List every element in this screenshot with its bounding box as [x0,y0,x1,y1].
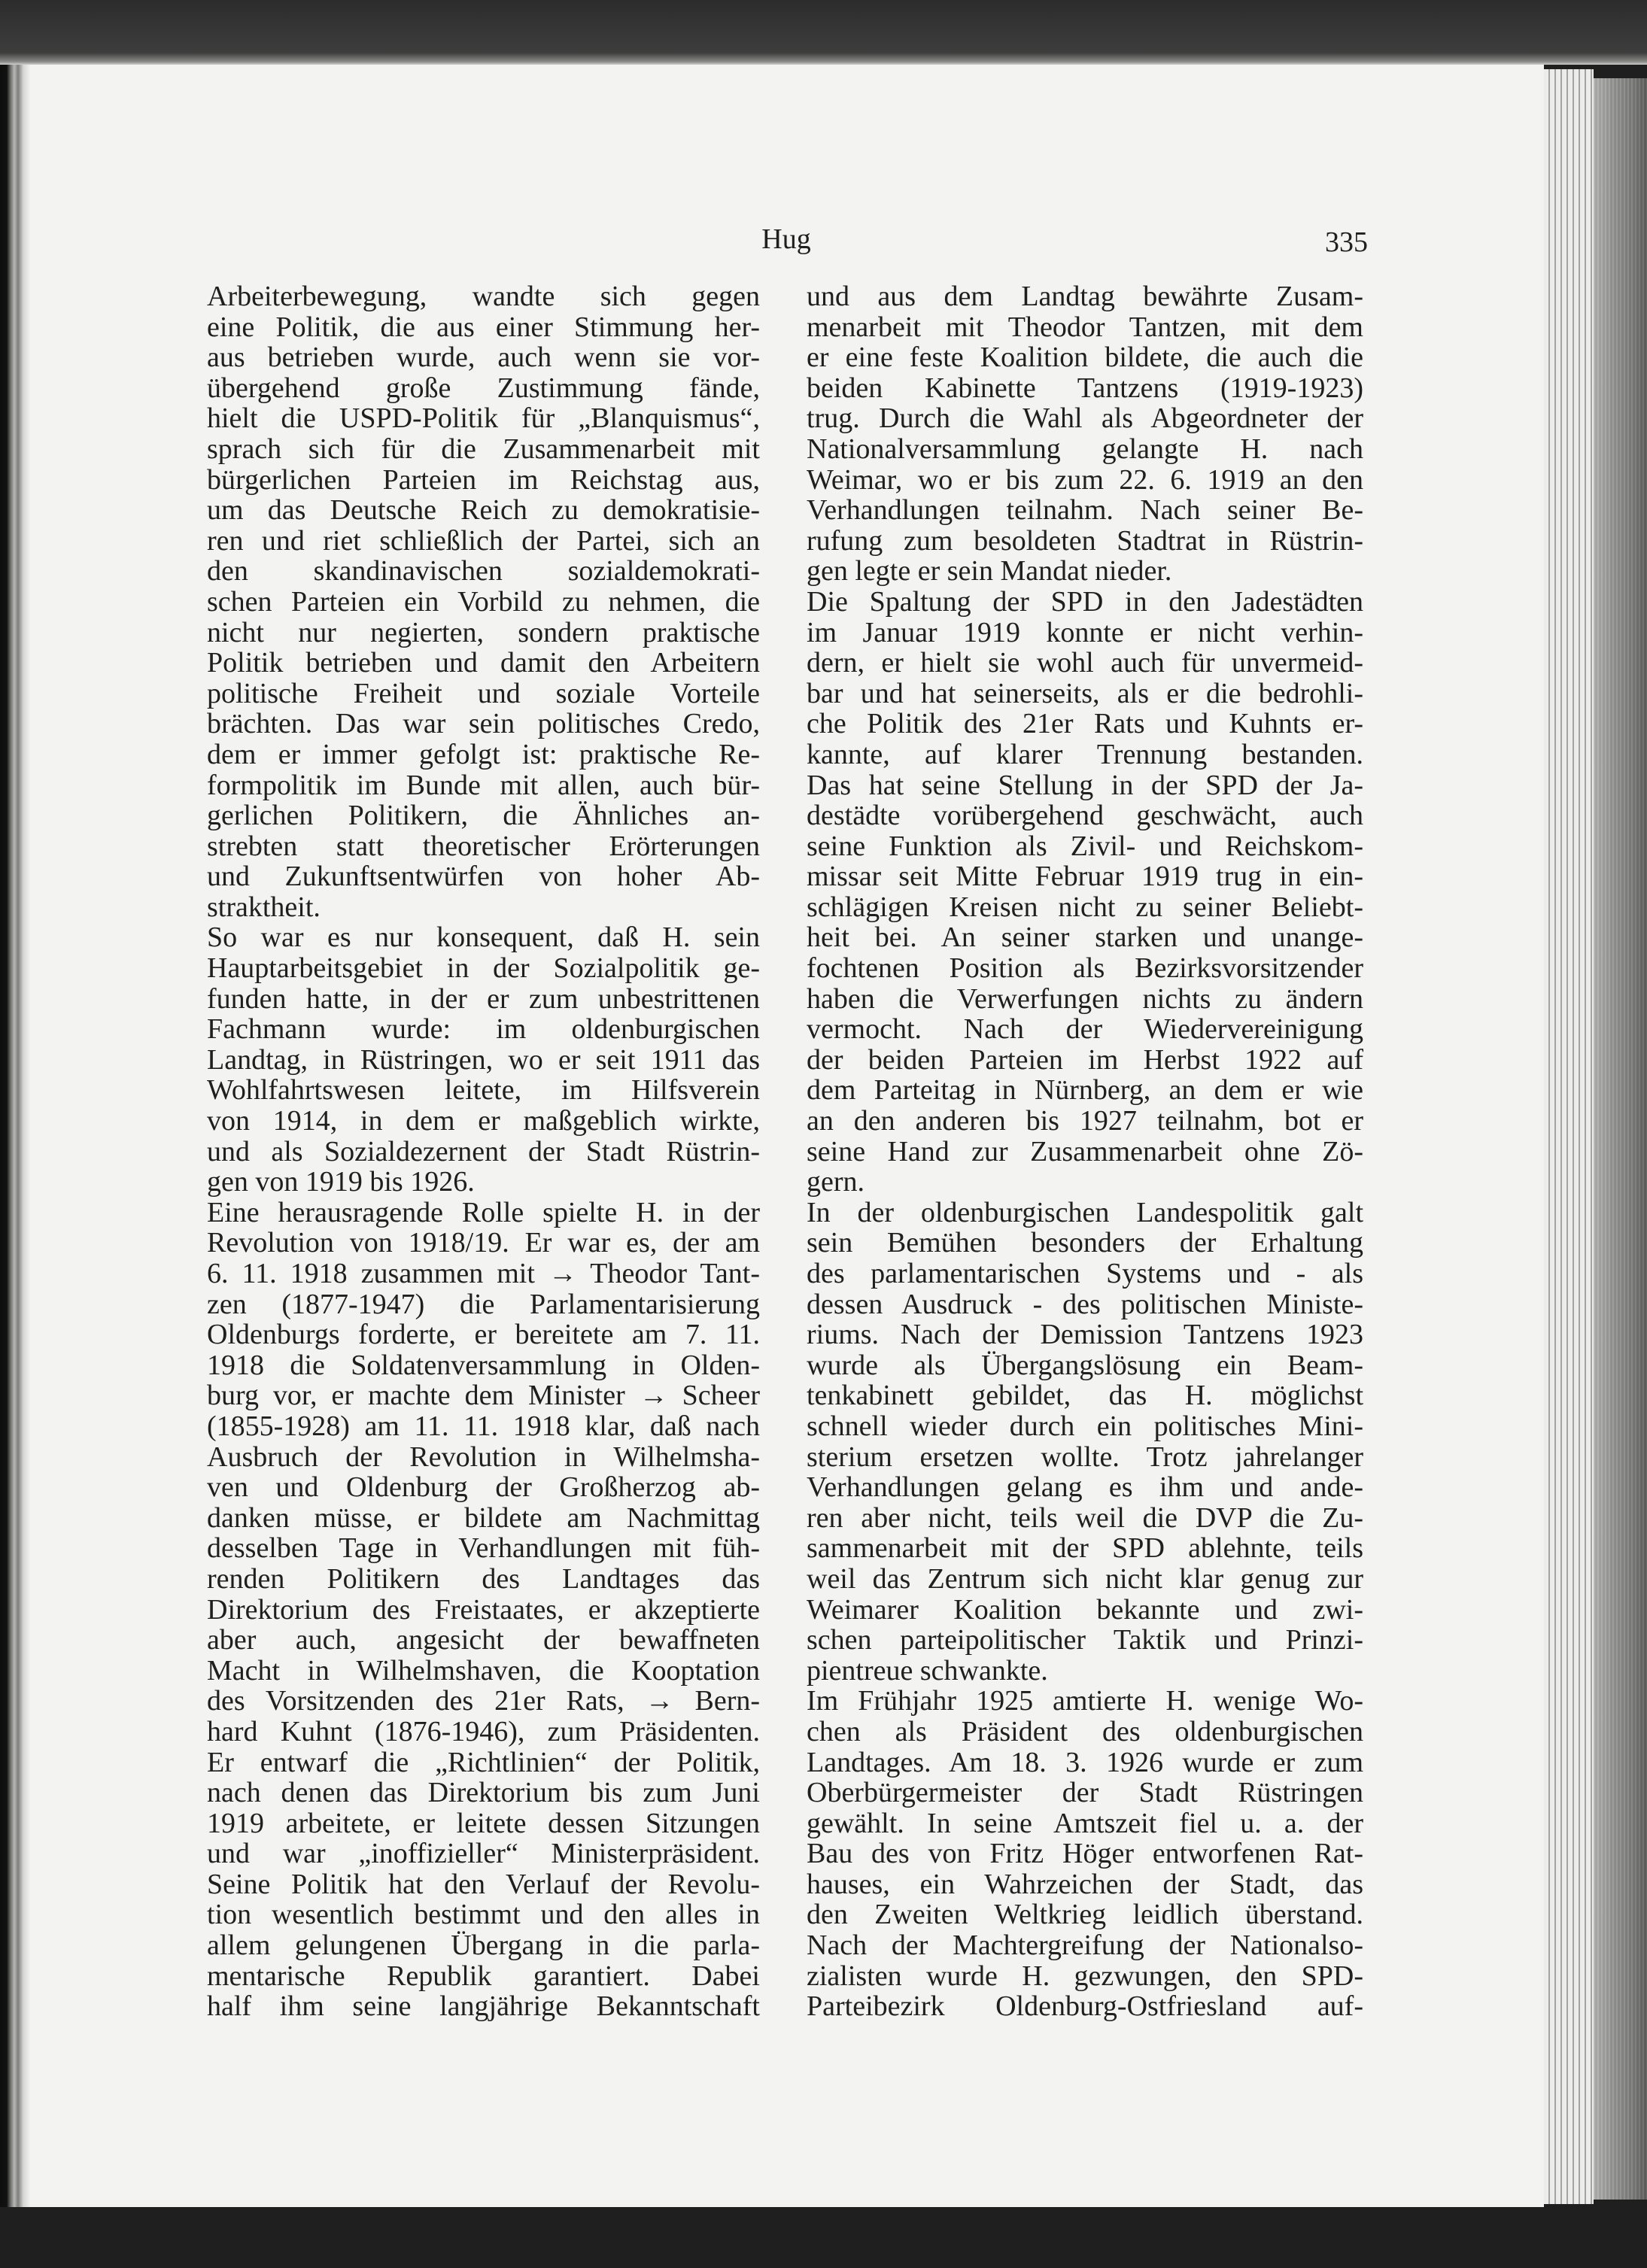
text-line: burg vor, er machte dem Minister → Scheer [207,1380,760,1411]
left-column [207,281,760,2022]
text-line: im Januar 1919 konnte er nicht verhin- [807,617,1363,648]
text-line: schen Parteien ein Vorbild zu nehmen, die [207,586,760,618]
text-line: menarbeit mit Theodor Tantzen, mit dem [807,311,1363,343]
text-line: kannte, auf klarer Trennung bestanden. [807,739,1363,770]
text-line: tion wesentlich bestimmt und den alles in [207,1899,760,1931]
text-line: tenkabinett gebildet, das H. möglichst [807,1380,1363,1411]
text-line: nicht nur negierten, sondern praktische [207,617,760,648]
text-line: Seine Politik hat den Verlauf der Revolu- [207,1869,760,1900]
text-line: Hauptarbeitsgebiet in der Sozialpolitik ge- [207,953,760,984]
text-line: 1918 die Soldatenversammlung in Olden- [207,1350,760,1381]
text-line: Direktorium des Freistaates, er akzeptierte [207,1594,760,1626]
text-line: Nach der Machtergreifung der Nationalso- [807,1930,1363,1961]
text-line: nach denen das Direktorium bis zum Juni [207,1778,760,1808]
text-line: eine Politik, die aus einer Stimmung her- [207,311,760,343]
text-line: danken müsse, er bildete am Nachmittag [207,1502,760,1534]
text-line: Ausbruch der Revolution in Wilhelmsha- [207,1441,760,1473]
text-line: fochtenen Position als Bezirksvorsitzender [807,953,1363,984]
text-line: des Vorsitzenden des 21er Rats, → Bern- [207,1686,760,1717]
text-line: um das Deutsche Reich zu demokratisie- [207,495,760,526]
text-line: an den anderen bis 1927 teilnahm, bot er [807,1106,1363,1137]
text-line: che Politik des 21er Rats und Kuhnts er- [807,709,1363,739]
page-number: 335 [1325,226,1368,258]
text-line: hauses, ein Wahrzeichen der Stadt, das [807,1869,1363,1900]
running-head: Hug [761,223,811,255]
text-line: beiden Kabinette Tantzens (1919-1923) [807,372,1363,404]
text-line: dern, er hielt sie wohl auch für unvermeid- [807,648,1363,679]
text-line: heit bei. An seiner starken und unange- [807,922,1363,954]
text-line: trug. Durch die Wahl als Abgeordneter der [807,403,1363,434]
text-line: aber auch, angesicht der bewaffneten [207,1625,760,1656]
text-line: hielt die USPD-Politik für „Blanquismus“, [207,403,760,434]
text-line: brächten. Das war sein politisches Credo, [207,709,760,739]
text-line: des parlamentarischen Systems und - als [807,1258,1363,1289]
text-line: half ihm seine langjährige Bekanntschaft [207,1991,760,2022]
text-line: aus betrieben wurde, auch wenn sie vor- [207,342,760,373]
text-line: formpolitik im Bunde mit allen, auch bür- [207,770,760,801]
text-line: Revolution von 1918/19. Er war es, der am [207,1228,760,1258]
text-line: Macht in Wilhelmshaven, die Kooptation [207,1655,760,1687]
gutter-edge [0,65,30,2207]
text-line: schlägigen Kreisen nicht zu seiner Beliebt- [807,891,1363,923]
text-line: und als Sozialdezernent der Stadt Rüstrin- [207,1136,760,1167]
text-line: Wohlfahrtswesen leitete, im Hilfsverein [207,1075,760,1107]
text-line: Politik betrieben und damit den Arbeitern [207,648,760,679]
text-line: hard Kuhnt (1876-1946), zum Präsidenten. [207,1716,760,1747]
text-line: Bau des von Fritz Höger entworfenen Rat- [807,1838,1363,1869]
right-column [807,281,1363,2022]
text-line: er eine feste Koalition bildete, die auch die [807,342,1363,373]
text-line: gen legte er sein Mandat nieder. [807,556,1172,587]
text-line: So war es nur konsequent, daß H. sein [207,922,760,954]
text-line: bar und hat seinerseits, als er die bedrohli- [807,678,1363,709]
text-line: gern. [807,1167,865,1198]
text-line: vermocht. Nach der Wiedervereinigung [807,1014,1363,1045]
text-line: ren und riet schließlich der Partei, sich an [207,525,760,557]
text-line: Das hat seine Stellung in der SPD der Ja- [807,770,1363,801]
text-line: politische Freiheit und soziale Vorteile [207,678,760,709]
text-line: Verhandlungen gelang es ihm und ande- [807,1472,1363,1503]
text-line: Arbeiterbewegung, wandte sich gegen [207,281,760,312]
text-line: straktheit. [207,891,321,923]
text-line: Oberbürgermeister der Stadt Rüstringen [807,1778,1363,1808]
text-line: Fachmann wurde: im oldenburgischen [207,1014,760,1045]
text-line: riums. Nach der Demission Tantzens 1923 [807,1319,1363,1350]
text-line: wurde als Übergangslösung ein Beam- [807,1350,1363,1381]
text-line: schen parteipolitischer Taktik und Prinzi- [807,1625,1363,1656]
text-line: ren aber nicht, teils weil die DVP die Zu- [807,1502,1363,1534]
text-line: weil das Zentrum sich nicht klar genug zur [807,1563,1363,1595]
text-line: gerlichen Politikern, die Ähnliches an- [207,800,760,831]
text-line: seine Hand zur Zusammenarbeit ohne Zö- [807,1136,1363,1167]
text-line: gen von 1919 bis 1926. [207,1167,475,1198]
text-line: In der oldenburgischen Landespolitik galt [807,1197,1363,1228]
text-line: Er entwarf die „Richtlinien“ der Politik, [207,1747,760,1778]
text-line: dessen Ausdruck - des politischen Ministe- [807,1289,1363,1320]
page-stack-edges [1544,69,1594,2204]
text-line: Parteibezirk Oldenburg-Ostfriesland auf- [807,1991,1363,2022]
text-line: Landtages. Am 18. 3. 1926 wurde er zum [807,1747,1363,1778]
text-line: renden Politikern des Landtages das [207,1563,760,1595]
text-line: übergehend große Zustimmung fände, [207,372,760,404]
text-line: 1919 arbeitete, er leitete dessen Sitzungen [207,1808,760,1839]
text-line: Oldenburgs forderte, er bereitete am 7. 11. [207,1319,760,1350]
text-line: und war „inoffizieller“ Ministerpräsident. [207,1838,760,1869]
text-line: ven und Oldenburg der Großherzog ab- [207,1472,760,1503]
text-line: zialisten wurde H. gezwungen, den SPD- [807,1960,1363,1992]
text-line: sterium ersetzen wollte. Trotz jahrelanger [807,1441,1363,1473]
text-line: sprach sich für die Zusammenarbeit mit [207,433,760,465]
text-line: schnell wieder durch ein politisches Mini- [807,1410,1363,1442]
text-line: von 1914, in dem er maßgeblich wirkte, [207,1106,760,1137]
text-line: haben die Verwerfungen nichts zu ändern [807,983,1363,1015]
text-line: (1855-1928) am 11. 11. 1918 klar, daß nach [207,1410,760,1442]
text-line: chen als Präsident des oldenburgischen [807,1716,1363,1747]
text-line: allem gelungenen Übergang in die parla- [207,1930,760,1961]
text-line: Nationalversammlung gelangte H. nach [807,433,1363,465]
text-line: Weimar, wo er bis zum 22. 6. 1919 an den [807,464,1363,496]
text-line: desselben Tage in Verhandlungen mit füh- [207,1533,760,1564]
text-line: Die Spaltung der SPD in den Jadestädten [807,586,1363,618]
text-line: 6. 11. 1918 zusammen mit → Theodor Tant- [207,1258,760,1289]
text-line: Landtag, in Rüstringen, wo er seit 1911 das [207,1044,760,1076]
text-line: mentarische Republik garantiert. Dabei [207,1960,760,1992]
text-line: sammenarbeit mit der SPD ablehnte, teils [807,1533,1363,1564]
text-line: und aus dem Landtag bewährte Zusam- [807,281,1363,312]
text-line: missar seit Mitte Februar 1919 trug in ein- [807,861,1363,892]
text-line: sein Bemühen besonders der Erhaltung [807,1228,1363,1258]
text-line: Im Frühjahr 1925 amtierte H. wenige Wo- [807,1686,1363,1717]
text-line: destädte vorübergehend geschwächt, auch [807,800,1363,831]
scanner-top-edge [0,0,1647,65]
text-line: Eine herausragende Rolle spielte H. in der [207,1197,760,1228]
text-line: der beiden Parteien im Herbst 1922 auf [807,1044,1363,1076]
text-line: pientreue schwankte. [807,1655,1048,1687]
text-line: Weimarer Koalition bekannte und zwi- [807,1594,1363,1626]
text-line: gewählt. In seine Amtszeit fiel u. a. der [807,1808,1363,1839]
text-line: den skandinavischen sozialdemokrati- [207,556,760,587]
text-line: dem Parteitag in Nürnberg, an dem er wie [807,1075,1363,1107]
text-line: funden hatte, in der er zum unbestrittenen [207,983,760,1015]
text-line: zen (1877-1947) die Parlamentarisierung [207,1289,760,1320]
text-line: bürgerlichen Parteien im Reichstag aus, [207,464,760,496]
text-line: rufung zum besoldeten Stadtrat in Rüstrin- [807,525,1363,557]
text-line: strebten statt theoretischer Erörterungen [207,830,760,862]
text-line: dem er immer gefolgt ist: praktische Re- [207,739,760,770]
text-line: und Zukunftsentwürfen von hoher Ab- [207,861,760,892]
page-block-edge [1594,78,1647,2200]
text-line: Verhandlungen teilnahm. Nach seiner Be- [807,495,1363,526]
text-line: den Zweiten Weltkrieg leidlich überstand. [807,1899,1363,1931]
text-line: seine Funktion als Zivil- und Reichskom- [807,830,1363,862]
